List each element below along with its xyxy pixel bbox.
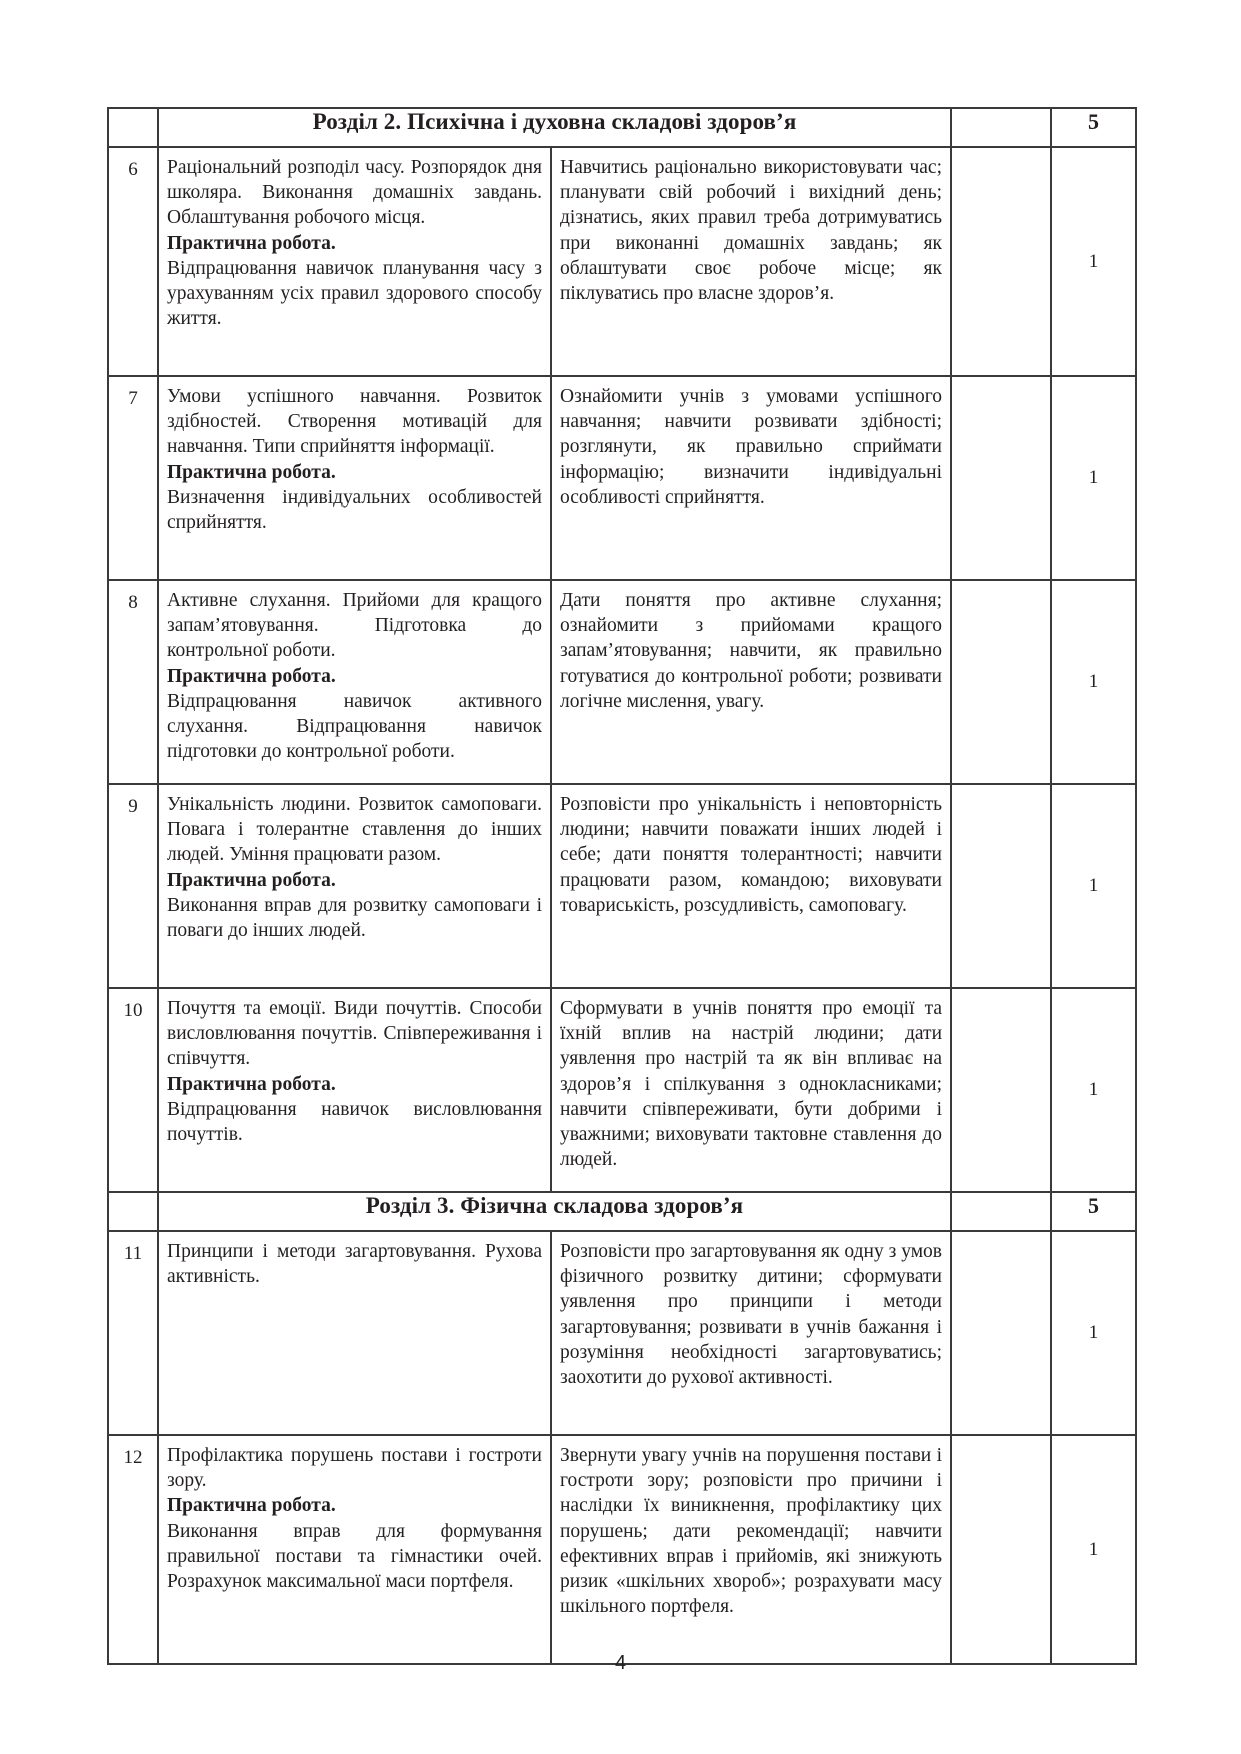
practical-work-label: Практична робота.: [167, 1495, 336, 1517]
lesson-goals: Ознайомити учнів з умовами успішного навчання; навчити розвивати здібності; розглянути, як правильно сприймати інформацію; визначити індивідуальні особливості сприйняття.: [551, 376, 951, 580]
lesson-number: 6: [108, 147, 158, 376]
lesson-goals: Навчитись раціонально використовувати час; планувати свій робочий і вихідний день; дізнатись, яких правил треба дотримуватись при виконанні домашніх завдань; як облаштувати своє робоче місце; як піклуватись про власне здоров’я.: [551, 147, 951, 376]
page-number: 4: [614, 1652, 627, 1674]
empty-cell: [951, 784, 1051, 988]
empty-cell: [951, 108, 1051, 147]
lesson-number: 7: [108, 376, 158, 580]
lesson-topic-cell: [158, 784, 551, 988]
lesson-hours: 1: [1051, 784, 1136, 988]
empty-cell: [951, 1192, 1051, 1231]
practical-work-text: Відпрацювання навичок планування часу з урахуванням усіх правил здорового способу життя.: [167, 257, 542, 330]
lesson-goals: Розповісти про загартовування як одну з умов фізичного розвитку дитини; сформувати уявлення про принципи і методи загартовування; розвивати в учнів бажання і розуміння необхідності загартовуватись; заохотити до рухової активності.: [551, 1231, 951, 1435]
section-title: Розділ 3. Фізична складова здоров’я: [158, 1192, 951, 1231]
lesson-number: 9: [108, 784, 158, 988]
curriculum-table: [107, 107, 1137, 1665]
lesson-topic-cell: [158, 376, 551, 580]
lesson-topic-cell: [158, 580, 551, 784]
lesson-goals: Дати поняття про активне слухання; ознайомити з прийомами кращого запам’ятовування; навчити, як правильно готуватися до контрольної роботи; розвивати логічне мислення, увагу.: [551, 580, 951, 784]
lesson-row: [108, 1231, 1136, 1435]
empty-cell: [951, 147, 1051, 376]
lesson-row: [108, 580, 1136, 784]
practical-work-text: Визначення індивідуальних особливостей сприйняття.: [167, 486, 542, 534]
lesson-goals: Сформувати в учнів поняття про емоції та їхній вплив на настрій людини; дати уявлення про настрій та як він впливає на здоров’я і спілкування з однокласниками; навчити співпереживати, бути добрими і уважними; виховувати тактовне ставлення до людей.: [551, 988, 951, 1192]
lesson-hours: 1: [1051, 1435, 1136, 1664]
empty-cell: [951, 988, 1051, 1192]
lesson-goals: Звернути увагу учнів на порушення постави і гостроти зору; розповісти про причини і наслідки їх виникнення, профілактику цих порушень; дати рекомендації; навчити ефективних вправ і прийомів, які знижують ризик «шкільних хвороб»; розрахувати масу шкільного портфеля.: [551, 1435, 951, 1664]
section-hours: 5: [1051, 108, 1136, 147]
lesson-topic-cell: [158, 988, 551, 1192]
lesson-goals: Розповісти про унікальність і неповторність людини; навчити поважати інших людей і себе; дати поняття толерантності; навчити працювати разом, командою; виховувати товариськість, розсудливість, самоповагу.: [551, 784, 951, 988]
lesson-number: 10: [108, 988, 158, 1192]
lesson-hours: 1: [1051, 1231, 1136, 1435]
lesson-row: [108, 784, 1136, 988]
practical-work-label: Практична робота.: [167, 461, 336, 483]
practical-work-label: Практична робота.: [167, 869, 336, 891]
lesson-topic: Раціональний розподіл часу. Розпорядок дня школяра. Виконання домашніх завдань. Облаштування робочого місця.: [167, 157, 542, 229]
lesson-topic: Умови успішного навчання. Розвиток здібностей. Створення мотивацій для навчання. Типи сприйняття інформації.: [167, 386, 542, 458]
lesson-hours: 1: [1051, 580, 1136, 784]
section-hours: 5: [1051, 1192, 1136, 1231]
section-title: Розділ 2. Психічна і духовна складові здоров’я: [158, 108, 951, 147]
practical-work-label: Практична робота.: [167, 232, 336, 254]
empty-cell: [951, 1435, 1051, 1664]
curriculum-table-container: [107, 107, 1135, 1665]
section-header-row: [108, 108, 1136, 147]
section-num-cell: [108, 108, 158, 147]
lesson-topic-cell: [158, 1231, 551, 1435]
practical-work-text: Виконання вправ для розвитку самоповаги і поваги до інших людей.: [167, 894, 542, 942]
section-num-cell: [108, 1192, 158, 1231]
lesson-topic: Почуття та емоції. Види почуттів. Способи висловлювання почуттів. Співпереживання і співчуття.: [167, 998, 542, 1070]
section-header-row: [108, 1192, 1136, 1231]
lesson-row: [108, 1435, 1136, 1664]
lesson-row: [108, 147, 1136, 376]
lesson-row: [108, 376, 1136, 580]
lesson-topic: Унікальність людини. Розвиток самоповаги. Повага і толерантне ставлення до інших людей. Уміння працювати разом.: [167, 794, 542, 866]
practical-work-text: Виконання вправ для формування правильної постави та гімнастики очей. Розрахунок максимальної маси портфеля.: [167, 1520, 542, 1593]
practical-work-label: Практична робота.: [167, 665, 336, 687]
practical-work-label: Практична робота.: [167, 1073, 336, 1095]
lesson-hours: 1: [1051, 147, 1136, 376]
empty-cell: [951, 1231, 1051, 1435]
lesson-topic: Принципи і методи загартовування. Рухова активність.: [167, 1241, 542, 1288]
empty-cell: [951, 580, 1051, 784]
lesson-hours: 1: [1051, 988, 1136, 1192]
lesson-topic-cell: [158, 147, 551, 376]
practical-work-text: Відпрацювання навичок активного слухання. Відпрацювання навичок підготовки до контрольної роботи.: [167, 690, 542, 763]
lesson-number: 11: [108, 1231, 158, 1435]
lesson-topic: Активне слухання. Прийоми для кращого запам’ятовування. Підготовка до контрольної роботи.: [167, 590, 542, 662]
lesson-topic-cell: [158, 1435, 551, 1664]
lesson-row: [108, 988, 1136, 1192]
lesson-number: 12: [108, 1435, 158, 1664]
empty-cell: [951, 376, 1051, 580]
practical-work-text: Відпрацювання навичок висловлювання почуттів.: [167, 1098, 542, 1146]
lesson-number: 8: [108, 580, 158, 784]
lesson-topic: Профілактика порушень постави і гостроти зору.: [167, 1445, 542, 1492]
lesson-hours: 1: [1051, 376, 1136, 580]
